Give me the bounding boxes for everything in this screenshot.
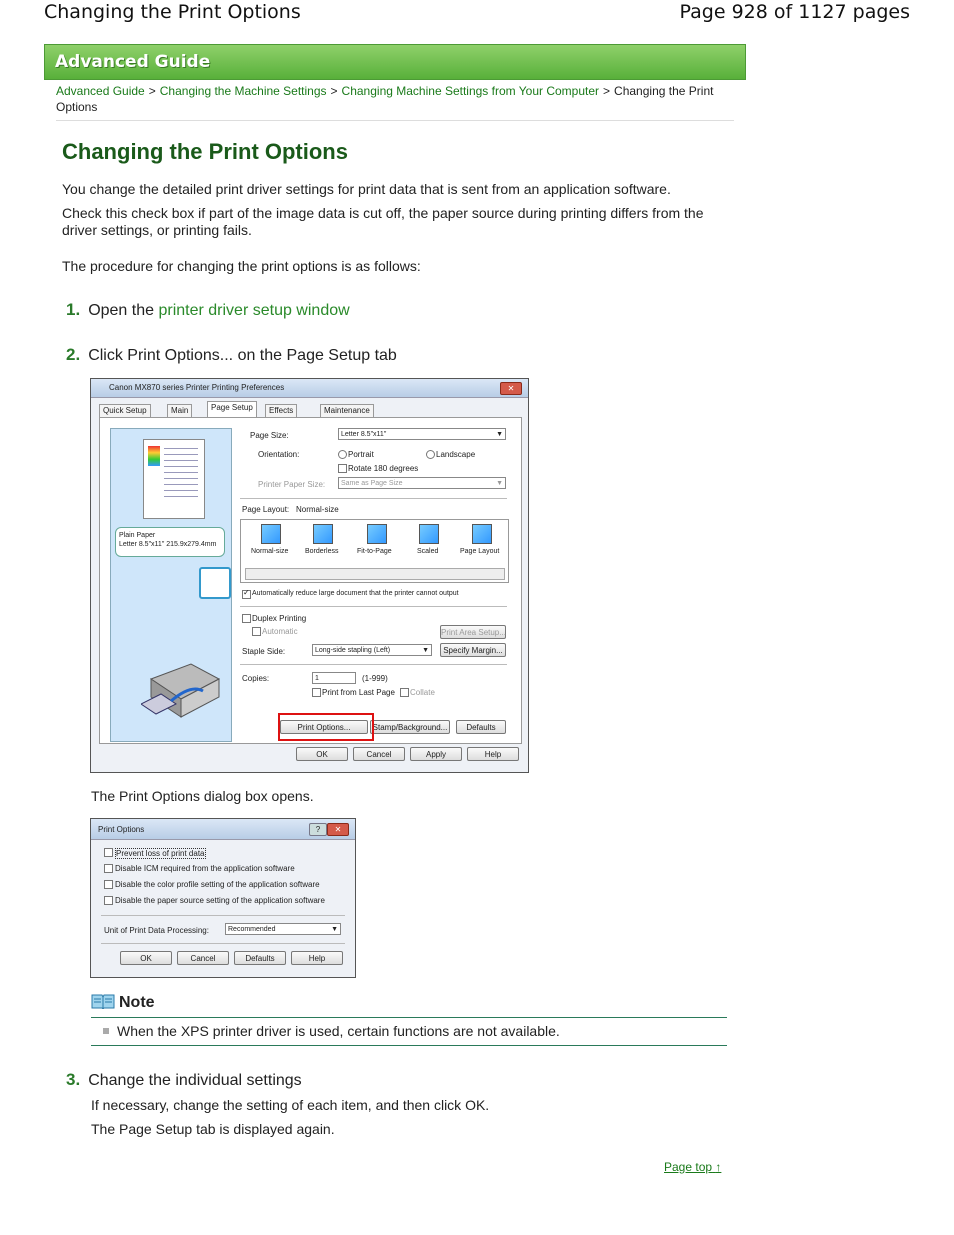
chevron-down-icon: ▼ <box>331 926 338 933</box>
collate-label: Collate <box>410 688 435 697</box>
page-setup-panel <box>99 417 522 744</box>
layout-label: Normal-size <box>251 548 289 555</box>
tab-page-setup[interactable]: Page Setup <box>207 401 257 417</box>
step-2 <box>66 345 397 365</box>
printing-preferences-window <box>90 378 529 773</box>
orientation-preview-icon <box>199 567 231 599</box>
bullet-icon <box>103 1028 109 1034</box>
preview-pane <box>110 428 232 742</box>
fit-to-page-icon[interactable] <box>367 524 387 544</box>
page-size-label: Page Size: <box>250 431 289 440</box>
divider <box>101 915 345 916</box>
print-options-dialog <box>90 818 356 978</box>
printer-icon <box>141 659 221 719</box>
disable-paper-source-label: Disable the paper source setting of the application software <box>115 896 325 905</box>
chevron-down-icon: ▼ <box>422 647 429 654</box>
page-counter: Page 928 of 1127 pages <box>679 1 910 23</box>
breadcrumb-separator: > <box>148 84 156 98</box>
book-icon <box>91 993 115 1009</box>
tab-maintenance[interactable]: Maintenance <box>320 404 374 418</box>
intro-paragraph-1: You change the detailed print driver settings for print data that is sent from an application software. <box>62 181 671 197</box>
tab-main[interactable]: Main <box>167 404 192 418</box>
staple-side-label: Staple Side: <box>242 647 286 656</box>
disable-color-profile-label: Disable the color profile setting of the application software <box>115 880 320 889</box>
intro-paragraph-2: Check this check box if part of the image data is cut off, the paper source during printing differs from the driver settings, or printing fails. <box>62 205 704 238</box>
automatic-label: Automatic <box>262 627 298 636</box>
window-titlebar <box>91 379 528 398</box>
rotate-label: Rotate 180 degrees <box>348 464 419 473</box>
defaults-button[interactable]: Defaults <box>234 951 286 965</box>
step-2-text: Click Print Options... on the Page Setup tab <box>88 347 397 364</box>
print-last-page-label: Print from Last Page <box>322 688 395 697</box>
layout-label: Scaled <box>417 548 439 555</box>
landscape-label: Landscape <box>436 450 476 459</box>
automatic-checkbox[interactable] <box>252 627 261 636</box>
portrait-label: Portrait <box>348 450 374 459</box>
borderless-icon[interactable] <box>313 524 333 544</box>
staple-side-select[interactable] <box>312 644 432 656</box>
breadcrumb-separator: > <box>603 84 611 98</box>
layout-options <box>240 519 509 583</box>
step-3-text: Change the individual settings <box>88 1072 302 1089</box>
divider <box>240 498 507 499</box>
disable-color-profile-checkbox[interactable] <box>104 880 113 889</box>
print-last-page-checkbox[interactable] <box>312 688 321 697</box>
copies-value: 1 <box>315 675 319 682</box>
duplex-label: Duplex Printing <box>252 614 307 623</box>
layout-label: Borderless <box>305 548 339 555</box>
printer-paper-select[interactable] <box>338 477 506 489</box>
step-number: 2. <box>66 345 81 364</box>
note-heading-text: Note <box>119 994 155 1011</box>
divider <box>240 606 507 607</box>
specify-margin-button[interactable]: Specify Margin... <box>440 643 506 657</box>
paper-preview <box>143 439 205 519</box>
page-layout-label: Page Layout: <box>242 505 290 514</box>
paper-size: Letter 8.5"x11" 215.9x279.4mm <box>119 541 217 548</box>
duplex-checkbox[interactable] <box>242 614 251 623</box>
printer-paper-label: Printer Paper Size: <box>258 480 326 489</box>
disable-icm-checkbox[interactable] <box>104 864 113 873</box>
chevron-down-icon: ▼ <box>496 480 503 487</box>
help-icon[interactable]: ? <box>309 823 327 836</box>
divider <box>240 664 507 665</box>
copies-label: Copies: <box>242 674 270 683</box>
page-title: Changing the Print Options <box>62 139 348 164</box>
banner-label: Advanced Guide <box>55 52 211 72</box>
prevent-loss-label: Prevent loss of print data <box>116 849 205 858</box>
step-3-line-1: If necessary, change the setting of each item, and then click OK. <box>91 1097 490 1113</box>
page-layout-value: Normal-size <box>296 505 339 514</box>
paper-type: Plain Paper <box>119 532 156 539</box>
defaults-button[interactable]: Defaults <box>456 720 506 734</box>
breadcrumb <box>56 83 736 115</box>
color-stripe <box>148 446 160 466</box>
unit-label: Unit of Print Data Processing: <box>104 926 209 935</box>
portrait-radio[interactable] <box>338 450 347 459</box>
help-button[interactable]: Help <box>467 747 519 761</box>
orientation-label: Orientation: <box>258 450 300 459</box>
copies-range: (1-999) <box>362 674 388 683</box>
copies-input[interactable] <box>312 672 356 684</box>
note-item <box>103 1023 560 1039</box>
cancel-button[interactable]: Cancel <box>177 951 229 965</box>
step-1-prefix: Open the <box>88 302 159 319</box>
note-top-rule <box>91 1017 727 1018</box>
ok-button[interactable]: OK <box>120 951 172 965</box>
unit-select[interactable] <box>225 923 341 935</box>
arrow-up-icon: ↑ <box>715 1160 722 1174</box>
divider <box>101 943 345 944</box>
printer-paper-value: Same as Page Size <box>341 480 403 487</box>
dialog-titlebar <box>91 819 355 840</box>
page-top-label: Page top <box>664 1160 713 1174</box>
normal-size-icon[interactable] <box>261 524 281 544</box>
print-options-highlight <box>278 713 374 741</box>
dialog-title: Print Options <box>98 825 145 834</box>
stamp-background-button[interactable]: Stamp/Background... <box>370 720 450 734</box>
help-button[interactable]: Help <box>291 951 343 965</box>
disable-paper-source-checkbox[interactable] <box>104 896 113 905</box>
auto-reduce-label: Automatically reduce large document that the printer cannot output <box>252 590 459 597</box>
scaled-icon[interactable] <box>419 524 439 544</box>
cancel-button[interactable]: Cancel <box>353 747 405 761</box>
note-bottom-rule <box>91 1045 727 1046</box>
divider <box>56 120 734 121</box>
page-size-value: Letter 8.5"x11" <box>341 431 387 438</box>
apply-button[interactable]: Apply <box>410 747 462 761</box>
breadcrumb-separator: > <box>330 84 338 98</box>
note-heading <box>91 993 155 1012</box>
page-layout-icon[interactable] <box>472 524 492 544</box>
staple-side-value: Long-side stapling (Left) <box>315 647 391 654</box>
chevron-down-icon: ▼ <box>496 431 503 438</box>
step-1 <box>66 300 350 320</box>
breadcrumb-link-advanced-guide[interactable]: Advanced Guide <box>56 84 145 98</box>
header-title: Changing the Print Options <box>44 1 301 23</box>
step-3 <box>66 1070 302 1090</box>
step-3-line-2: The Page Setup tab is displayed again. <box>91 1121 335 1137</box>
tab-quick-setup[interactable]: Quick Setup <box>99 404 151 418</box>
print-options-button[interactable]: Print Options... <box>280 720 368 734</box>
page-size-select[interactable] <box>338 428 506 440</box>
layout-scrollbar[interactable] <box>245 568 505 580</box>
breadcrumb-link-machine-settings[interactable]: Changing the Machine Settings <box>159 84 327 98</box>
breadcrumb-current: Changing the Print Options <box>56 84 714 114</box>
printer-driver-setup-link[interactable]: printer driver setup window <box>158 302 350 319</box>
page-top-link[interactable] <box>664 1160 721 1174</box>
unit-value: Recommended <box>228 926 276 933</box>
landscape-radio[interactable] <box>426 450 435 459</box>
prevent-loss-checkbox[interactable] <box>104 848 113 857</box>
step-number: 1. <box>66 300 81 319</box>
auto-reduce-checkbox[interactable] <box>242 590 251 599</box>
close-icon[interactable]: ✕ <box>500 382 522 395</box>
intro-paragraph-3: The procedure for changing the print options is as follows: <box>62 258 421 274</box>
tab-effects[interactable]: Effects <box>265 404 297 418</box>
page-header <box>0 0 954 26</box>
window-title: Canon MX870 series Printer Printing Preferences <box>109 383 285 392</box>
advanced-guide-banner <box>44 44 746 80</box>
breadcrumb-link-from-computer[interactable]: Changing Machine Settings from Your Computer <box>341 84 600 98</box>
disable-icm-label: Disable ICM required from the application software <box>115 864 295 873</box>
step-number: 3. <box>66 1070 81 1089</box>
paper-info-box <box>115 527 225 557</box>
print-area-setup-button[interactable]: Print Area Setup... <box>440 625 506 639</box>
layout-label: Page Layout <box>460 548 500 555</box>
note-item-text: When the XPS printer driver is used, certain functions are not available. <box>117 1023 560 1039</box>
layout-label: Fit-to-Page <box>357 548 392 555</box>
close-icon[interactable]: ✕ <box>327 823 349 836</box>
ok-button[interactable]: OK <box>296 747 348 761</box>
rotate-checkbox[interactable] <box>338 464 347 473</box>
collate-checkbox[interactable] <box>400 688 409 697</box>
step-2-caption: The Print Options dialog box opens. <box>91 788 314 804</box>
